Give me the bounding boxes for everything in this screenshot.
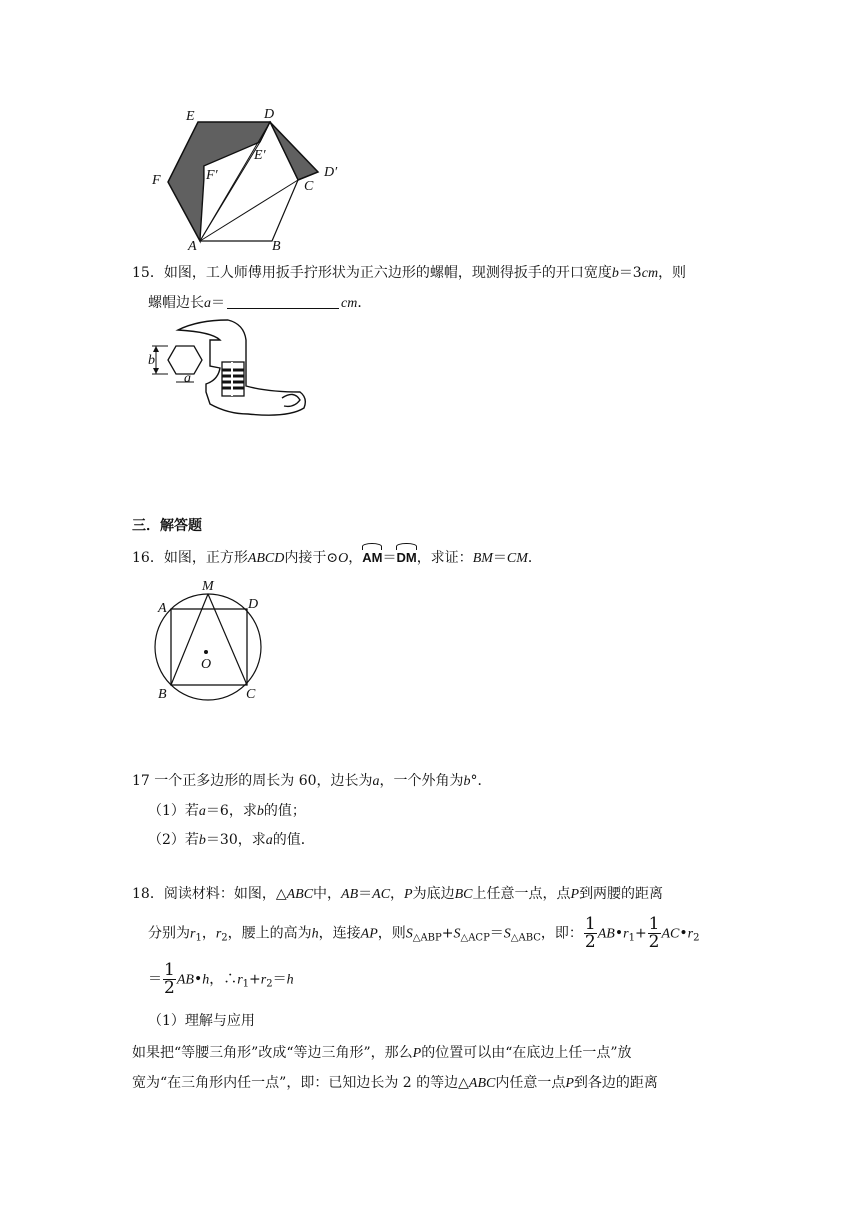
q18-line6: 宽为“在三角形内任一点”，即：已知边长为 2 的等边△ABC内任意一点P到各边的距离 (132, 1075, 658, 1091)
q18-line5: 如果把“等腰三角形”改成“等边三角形”，那么P的位置可以由“在底边上任一点”放 (132, 1045, 632, 1061)
q17-part1: （1）若a＝6，求b的值； (148, 803, 306, 819)
q16-stem: 16．如图，正方形ABCD内接于⊙O，AM＝DM，求证：BM＝CM． (132, 550, 542, 566)
center-dot (204, 650, 208, 654)
label-F: F (152, 173, 161, 188)
inscribed-square-figure (148, 576, 270, 702)
q18-line3: ＝ $\frac{1}{2}$ AB•h，$\therefore r_1+r_2=h$ (148, 960, 294, 998)
q17-stem: 17 一个正多边形的周长为 60，边长为a，一个外角为b°． (132, 773, 492, 789)
label-a: a (184, 371, 191, 386)
label-B: B (158, 687, 167, 702)
label-C: C (304, 179, 314, 194)
label-D-prime: D′ (324, 165, 338, 180)
fold-hexagon-figure (148, 104, 358, 254)
label-E: E (186, 109, 195, 124)
label-E-prime: E′ (254, 148, 266, 163)
answer-blank[interactable] (227, 294, 339, 309)
label-C: C (246, 687, 256, 702)
label-D: D (248, 597, 259, 612)
q15-line2: 螺帽边长a＝ cm． (148, 295, 372, 311)
q18-line1: 18．阅读材料：如图，△ABC中，AB＝AC，P为底边BC上任意一点，点P到两腰的距离 (132, 886, 664, 902)
arc-DM: DM (396, 548, 416, 568)
label-D: D (264, 107, 275, 122)
fraction-half: $\frac{1}{2}$ (648, 914, 660, 952)
q17-part2: （2）若b＝30，求a的值． (148, 832, 315, 848)
label-O: O (201, 657, 212, 672)
q18-sub1-title: （1）理解与应用 (148, 1013, 255, 1029)
q15-line1: 15．如图，工人师傅用扳手拧形状为正六边形的螺帽，现测得扳手的开口宽度b＝3cm，则 (132, 265, 687, 281)
fraction-half: $\frac{1}{2}$ (584, 914, 596, 952)
square-ABCD (171, 609, 247, 685)
fraction-half: $\frac{1}{2}$ (164, 960, 175, 998)
section-3-title: 三．解答题 (132, 518, 202, 534)
q18-line2: 分别为$r_1$，$r_2$，腰上的高为h，连接AP，则$S_{\triangle ABP}+S_{\triangle ACP}=S_{\triangle ABC}$，即： $\frac{1}{2}$ $AB•r_1+$ $\frac{1}{2}$ $AC•r_2$ (148, 914, 700, 952)
label-A: A (158, 601, 167, 616)
hex-nut (168, 346, 202, 374)
arc-AM: AM (362, 548, 382, 568)
wrench-figure (148, 318, 310, 422)
label-A: A (188, 239, 197, 254)
label-B: B (272, 239, 281, 254)
label-b: b (148, 353, 155, 368)
label-M: M (202, 579, 214, 594)
label-F-prime: F′ (206, 168, 218, 183)
